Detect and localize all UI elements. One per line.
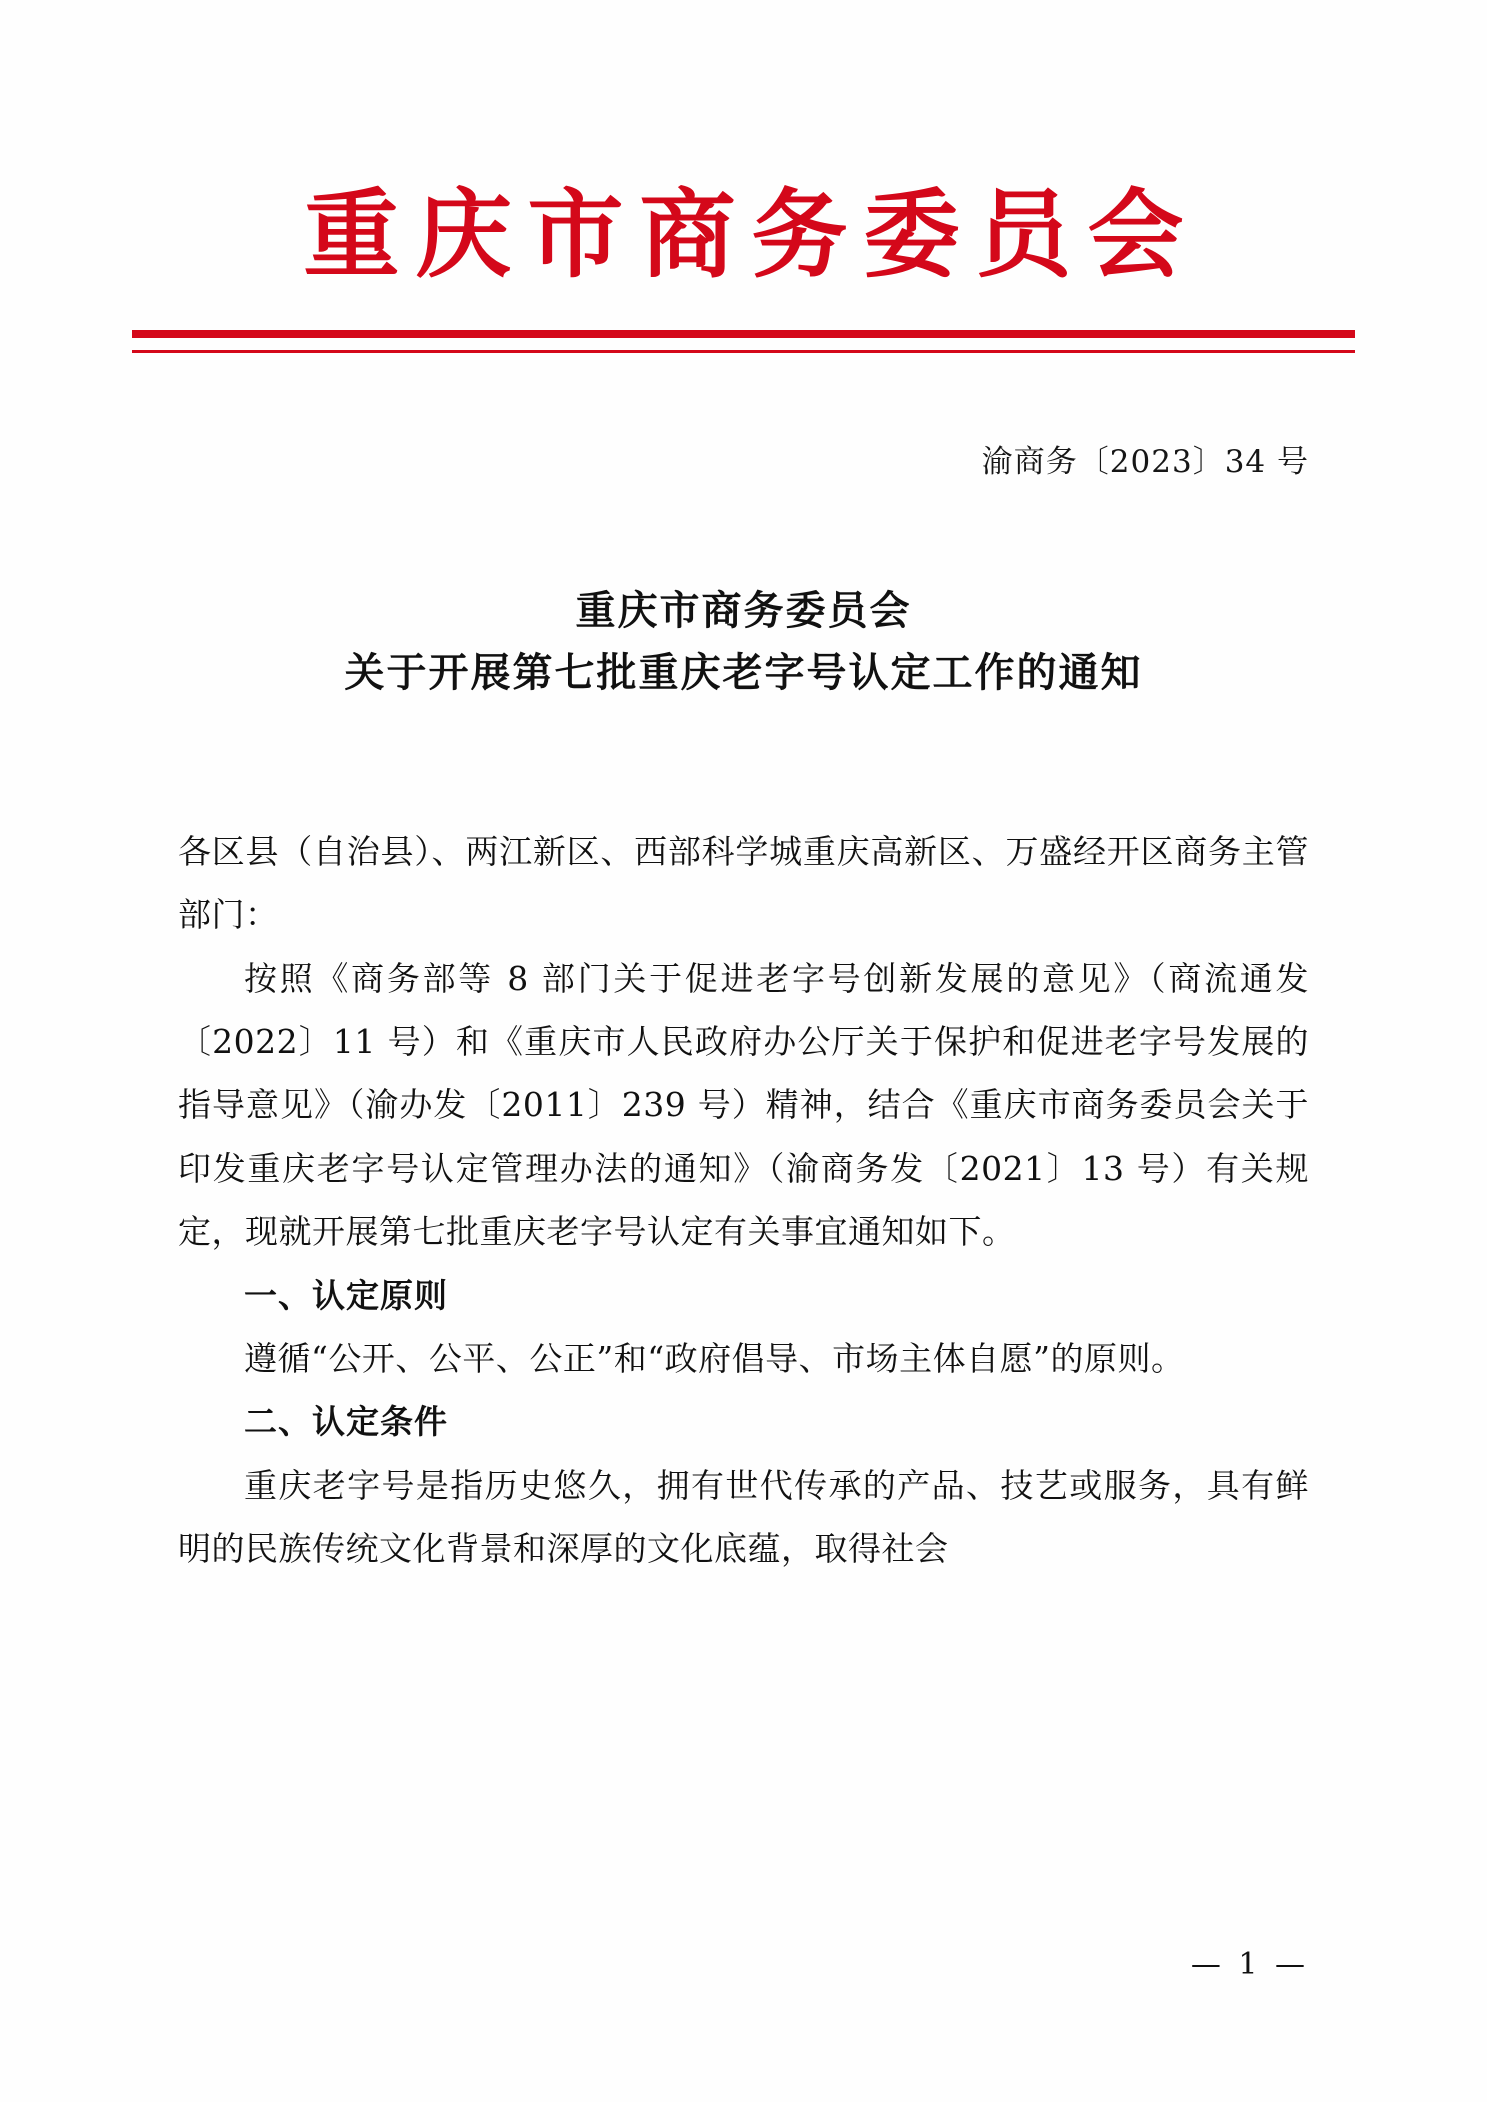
section-heading-1: 一、认定原则	[244, 1275, 448, 1315]
section-text-1: 遵循“公开、公平、公正”和“政府倡导、市场主体自愿”的原则。	[244, 1338, 1185, 1378]
section-text-2: 重庆老字号是指历史悠久，拥有世代传承的产品、技艺或服务，具有鲜明的民族传统文化背景和深厚的文化底蕴，取得社会	[178, 1465, 1309, 1568]
subject-line-2: 关于开展第七批重庆老字号认定工作的通知	[344, 649, 1143, 696]
header-rule-thin	[132, 350, 1355, 353]
document-header	[0, 178, 1487, 291]
subject-line-1: 重庆市商务委员会	[575, 587, 912, 634]
page-number: — 1 —	[1190, 1947, 1309, 1982]
issuer-title: 重庆市商务委员会	[303, 178, 1200, 291]
body-paragraph-1: 按照《商务部等 8 部门关于促进老字号创新发展的意见》（商流通发〔2022〕11 号）和《重庆市人民政府办公厅关于保护和促进老字号发展的指导意见》（渝办发〔2011〕239 号）精神，结合《重庆市商务委员会关于印发重庆老字号认定管理办法的通知》（渝商务发〔2021〕13 号）有关规定，现就开展第七批重庆老字号认定有关事宜通知如下。	[178, 958, 1309, 1252]
addressee-paragraph: 各区县（自治县）、两江新区、西部科学城重庆高新区、万盛经开区商务主管部门：	[178, 832, 1309, 935]
document-number: 渝商务〔2023〕34 号	[981, 444, 1309, 480]
document-body	[178, 820, 1309, 1580]
header-rule-thick	[132, 330, 1355, 338]
section-heading-2: 二、认定条件	[244, 1402, 448, 1442]
document-subject	[0, 580, 1487, 704]
